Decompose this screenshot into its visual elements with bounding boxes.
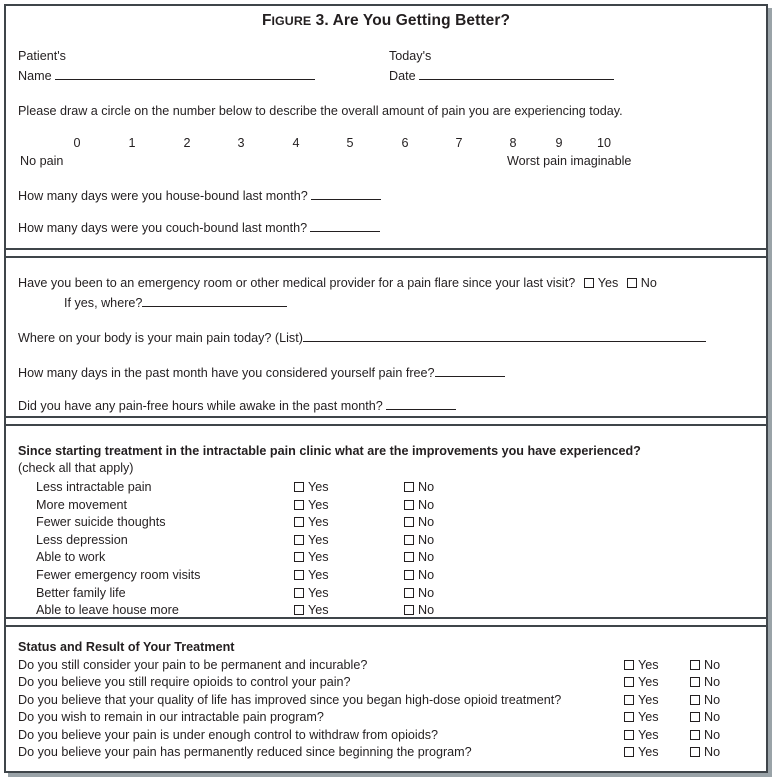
checkbox-icon[interactable] <box>624 660 634 670</box>
housebound-input[interactable] <box>311 187 381 200</box>
checkbox-icon[interactable] <box>404 500 414 510</box>
improvement-no-option[interactable] <box>404 586 434 600</box>
improvement-yes-option[interactable] <box>294 498 329 512</box>
scale-number-10[interactable]: 10 <box>596 136 611 150</box>
main-pain-row <box>18 329 706 345</box>
scale-number-7[interactable]: 7 <box>455 136 463 150</box>
checkbox-icon[interactable] <box>294 570 304 580</box>
section-separator-1 <box>6 248 766 250</box>
patient-name-label: Name <box>18 68 52 83</box>
improvement-yes-label: Yes <box>308 585 329 600</box>
checkbox-icon[interactable] <box>624 695 634 705</box>
scale-number-8[interactable]: 8 <box>509 136 517 150</box>
improvement-label: Fewer suicide thoughts <box>36 515 166 530</box>
checkbox-icon[interactable] <box>627 278 637 288</box>
if-yes-where-row <box>64 294 287 310</box>
status-yes-option[interactable] <box>624 745 659 759</box>
status-no-label: No <box>704 675 721 690</box>
status-yes-option[interactable] <box>624 710 659 724</box>
status-question: Do you believe your pain is under enough control to withdraw from opioids? <box>18 727 439 742</box>
status-question: Do you wish to remain in our intractable pain program? <box>18 710 324 725</box>
checkbox-icon[interactable] <box>294 605 304 615</box>
improvement-no-option[interactable] <box>404 603 434 617</box>
improvement-no-option[interactable] <box>404 480 434 494</box>
status-no-label: No <box>704 658 721 672</box>
status-yes-option[interactable] <box>624 728 659 742</box>
improvement-no-label: No <box>418 585 435 600</box>
couchbound-question: How many days were you couch-bound last month? <box>18 220 308 235</box>
pain-scale-instruction: Please draw a circle on the number below to describe the overall amount of pain you are experiencing today. <box>18 104 623 118</box>
improvement-yes-label: Yes <box>308 532 329 547</box>
date-label: Date <box>389 68 416 83</box>
improvement-label: Able to leave house more <box>36 603 179 618</box>
improvement-no-option[interactable] <box>404 550 434 564</box>
scale-number-3[interactable]: 3 <box>237 136 245 150</box>
improvement-no-option[interactable] <box>404 568 434 582</box>
couchbound-input[interactable] <box>310 219 380 232</box>
section-separator-4 <box>6 424 766 426</box>
improvement-yes-label: Yes <box>308 497 329 512</box>
checkbox-icon[interactable] <box>294 517 304 527</box>
checkbox-icon[interactable] <box>584 278 594 288</box>
status-question: Do you believe your pain has permanently reduced since beginning the program? <box>18 745 472 759</box>
pain-free-days-input[interactable] <box>435 364 505 377</box>
section-separator-2 <box>6 256 766 258</box>
pain-free-hours-input[interactable] <box>386 397 456 410</box>
improvement-no-option[interactable] <box>404 533 434 547</box>
pain-free-days-row <box>18 364 505 380</box>
er-question-row <box>18 276 657 290</box>
improvement-yes-label: Yes <box>308 550 329 565</box>
checkbox-icon[interactable] <box>690 730 700 740</box>
section-separator-3 <box>6 416 766 418</box>
scale-low-anchor: No pain <box>20 154 64 168</box>
status-yes-label: Yes <box>638 658 659 672</box>
pain-free-hours-question: Did you have any pain-free hours while awake in the past month? <box>18 398 383 413</box>
main-pain-input[interactable] <box>303 329 706 342</box>
patient-name-label-top: Patient's <box>18 49 66 63</box>
scale-number-4[interactable]: 4 <box>292 136 300 150</box>
status-question: Do you believe that your quality of life has improved since you began high-dose opioid treatment? <box>18 692 562 707</box>
scale-number-9[interactable]: 9 <box>555 136 563 150</box>
status-yes-label: Yes <box>638 710 659 725</box>
status-no-option[interactable] <box>690 658 720 672</box>
er-question: Have you been to an emergency room or other medical provider for a pain flare since your last visit? <box>18 276 576 290</box>
checkbox-icon[interactable] <box>404 588 414 598</box>
improvements-heading: Since starting treatment in the intractable pain clinic what are the improvements you have experienced? <box>18 444 641 458</box>
improvement-label: Better family life <box>36 585 126 600</box>
status-heading: Status and Result of Your Treatment <box>18 640 235 654</box>
improvement-no-label: No <box>418 603 435 618</box>
improvement-yes-option[interactable] <box>294 568 329 582</box>
improvement-no-label: No <box>418 550 435 565</box>
title-figure-lead: F <box>261 12 272 29</box>
couchbound-row <box>18 219 380 235</box>
scale-number-5[interactable]: 5 <box>346 136 354 150</box>
status-yes-label: Yes <box>638 727 659 742</box>
status-no-option[interactable] <box>690 745 720 759</box>
patient-name-row <box>18 67 315 83</box>
status-yes-label: Yes <box>638 745 659 759</box>
status-question: Do you still consider your pain to be permanent and incurable? <box>18 658 368 672</box>
er-yes-label: Yes <box>597 276 619 290</box>
checkbox-icon[interactable] <box>624 677 634 687</box>
checkbox-icon[interactable] <box>624 747 634 757</box>
if-yes-where-label: If yes, where? <box>64 295 143 310</box>
checkbox-icon[interactable] <box>404 570 414 580</box>
patient-name-input[interactable] <box>55 67 315 80</box>
checkbox-icon[interactable] <box>690 677 700 687</box>
scale-number-6[interactable]: 6 <box>401 136 409 150</box>
date-row <box>389 67 614 83</box>
scale-number-0[interactable]: 0 <box>73 136 81 150</box>
status-no-label: No <box>704 745 721 759</box>
pain-free-hours-row <box>18 397 456 413</box>
improvement-yes-option[interactable] <box>294 550 329 564</box>
main-pain-question: Where on your body is your main pain today? (List) <box>18 330 303 345</box>
title-tail: 3. Are You Getting Better? <box>311 12 511 29</box>
improvement-no-option[interactable] <box>404 515 434 529</box>
improvement-label: Less depression <box>36 532 128 547</box>
frame-shadow-bottom <box>8 773 772 777</box>
checkbox-icon[interactable] <box>294 588 304 598</box>
date-input[interactable] <box>419 67 614 80</box>
improvement-yes-option[interactable] <box>294 480 329 494</box>
improvement-no-label: No <box>418 515 435 530</box>
improvement-label: Less intractable pain <box>36 480 152 494</box>
improvement-label: Able to work <box>36 550 106 565</box>
pain-free-days-question: How many days in the past month have you considered yourself pain free? <box>18 365 435 380</box>
er-yes-option[interactable] <box>584 276 619 290</box>
improvement-yes-label: Yes <box>308 603 329 618</box>
improvement-yes-option[interactable] <box>294 603 329 617</box>
status-yes-label: Yes <box>638 692 659 707</box>
housebound-question: How many days were you house-bound last month? <box>18 188 308 203</box>
checkbox-icon[interactable] <box>294 552 304 562</box>
improvement-yes-option[interactable] <box>294 515 329 529</box>
checkbox-icon[interactable] <box>404 517 414 527</box>
checkbox-icon[interactable] <box>404 605 414 615</box>
er-no-option[interactable] <box>627 276 657 290</box>
checkbox-icon[interactable] <box>294 535 304 545</box>
improvement-yes-label: Yes <box>308 568 329 582</box>
er-no-label: No <box>640 276 657 290</box>
status-yes-option[interactable] <box>624 658 659 672</box>
if-yes-where-input[interactable] <box>142 294 287 307</box>
checkbox-icon[interactable] <box>690 660 700 670</box>
page-title <box>4 12 768 30</box>
status-no-option[interactable] <box>690 675 720 689</box>
improvement-yes-option[interactable] <box>294 586 329 600</box>
checkbox-icon[interactable] <box>690 747 700 757</box>
date-label-top: Today's <box>389 49 432 63</box>
status-no-option[interactable] <box>690 693 720 707</box>
status-no-label: No <box>704 710 721 725</box>
improvement-yes-label: Yes <box>308 515 329 530</box>
checkbox-icon[interactable] <box>404 482 414 492</box>
improvement-no-label: No <box>418 497 435 512</box>
status-no-label: No <box>704 727 721 742</box>
section-separator-6 <box>6 625 766 627</box>
scale-number-2[interactable]: 2 <box>183 136 191 150</box>
improvement-label: More movement <box>36 497 127 512</box>
checkbox-icon[interactable] <box>294 482 304 492</box>
checkbox-icon[interactable] <box>624 712 634 722</box>
improvement-no-label: No <box>418 568 435 582</box>
improvement-yes-label: Yes <box>308 480 329 494</box>
status-no-label: No <box>704 692 721 707</box>
status-question: Do you believe you still require opioids to control your pain? <box>18 675 351 690</box>
improvement-no-label: No <box>418 532 435 547</box>
checkbox-icon[interactable] <box>690 712 700 722</box>
status-no-option[interactable] <box>690 710 720 724</box>
status-no-option[interactable] <box>690 728 720 742</box>
checkbox-icon[interactable] <box>404 552 414 562</box>
status-yes-option[interactable] <box>624 693 659 707</box>
frame-shadow-right <box>768 8 772 777</box>
improvement-yes-option[interactable] <box>294 533 329 547</box>
improvements-subheading: (check all that apply) <box>18 461 134 475</box>
checkbox-icon[interactable] <box>404 535 414 545</box>
checkbox-icon[interactable] <box>690 695 700 705</box>
improvement-label: Fewer emergency room visits <box>36 568 201 582</box>
section-separator-5 <box>6 617 766 619</box>
improvement-no-label: No <box>418 480 435 494</box>
checkbox-icon[interactable] <box>294 500 304 510</box>
status-yes-option[interactable] <box>624 675 659 689</box>
status-yes-label: Yes <box>638 675 659 690</box>
scale-number-1[interactable]: 1 <box>128 136 136 150</box>
housebound-row <box>18 187 381 203</box>
checkbox-icon[interactable] <box>624 730 634 740</box>
title-figure-rest: IGURE <box>271 14 312 28</box>
scale-high-anchor: Worst pain imaginable <box>507 154 632 168</box>
improvement-no-option[interactable] <box>404 498 434 512</box>
